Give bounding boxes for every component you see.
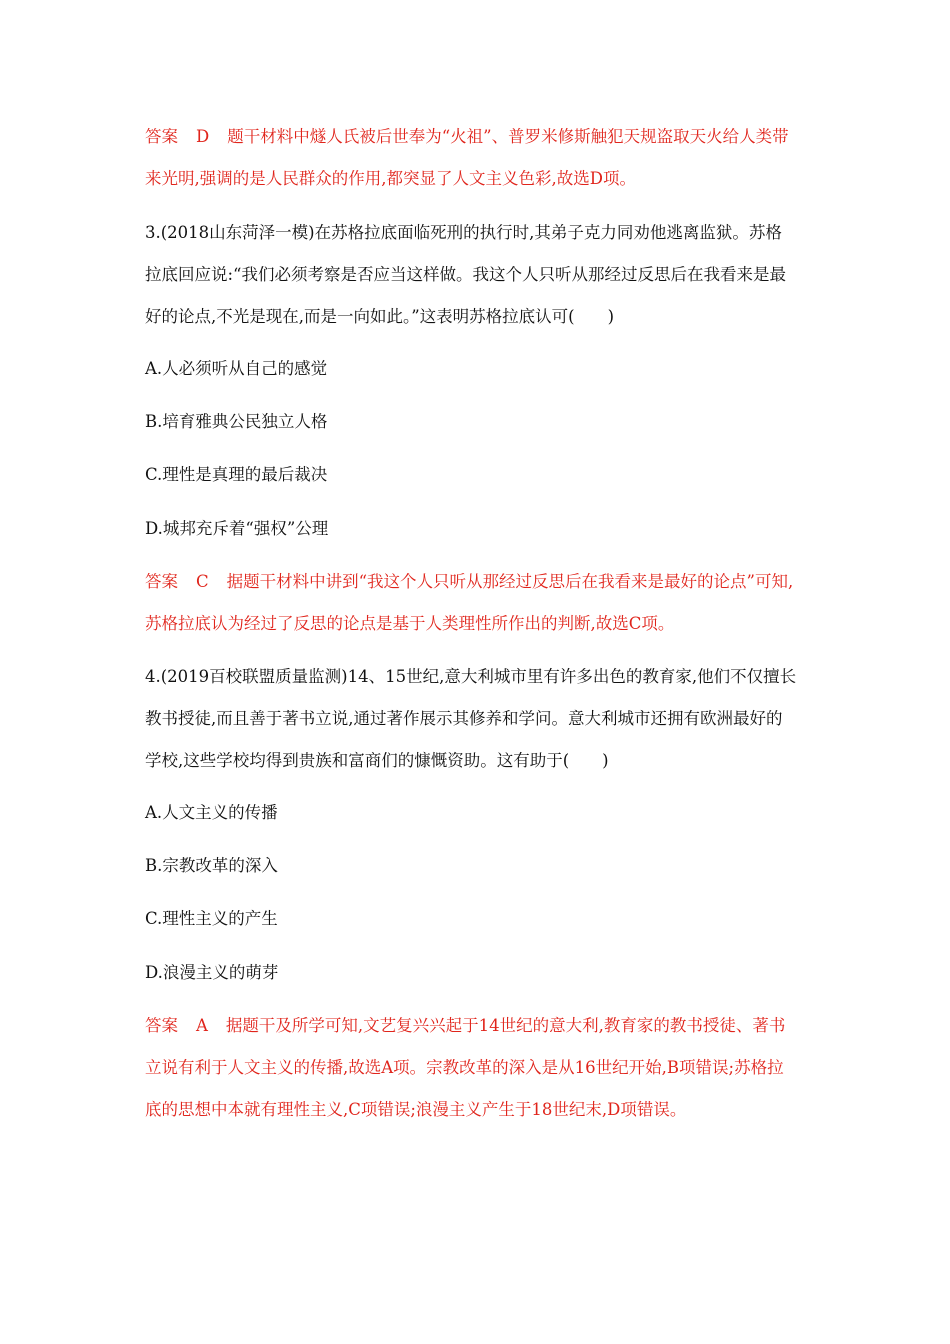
answer-line: 立说有利于人文主义的传播,故选A项。宗教改革的深入是从16世纪开始,B项错误;苏格拉 xyxy=(145,1058,784,1077)
question-4-stem xyxy=(145,656,810,782)
answer-letter: D xyxy=(196,127,210,146)
q3-option-d: D.城邦充斥着“强权”公理 xyxy=(145,519,329,538)
q4-option-a: A.人文主义的传播 xyxy=(145,803,278,822)
answer-q4 xyxy=(145,1005,810,1131)
stem-line: 4.(2019百校联盟质量监测)14、15世纪,意大利城市里有许多出色的教育家,他们不仅擅长 xyxy=(145,667,797,686)
stem-line: 教书授徒,而且善于著书立说,通过著作展示其修养和学问。意大利城市还拥有欧洲最好的 xyxy=(145,709,783,728)
answer-line: 苏格拉底认为经过了反思的论点是基于人类理性所作出的判断,故选C项。 xyxy=(145,614,675,633)
answer-q3 xyxy=(145,561,810,645)
answer-text: 据题干及所学可知,文艺复兴兴起于14世纪的意大利,教育家的教书授徒、著书 xyxy=(225,1016,786,1035)
answer-line: 来光明,强调的是人民群众的作用,都突显了人文主义色彩,故选D项。 xyxy=(145,169,636,188)
answer-text: 据题干材料中讲到“我这个人只听从那经过反思后在我看来是最好的论点”可知, xyxy=(226,572,794,591)
answer-letter: C xyxy=(196,572,209,591)
answer-label: 答案 xyxy=(145,1016,178,1035)
stem-line: 好的论点,不光是现在,而是一向如此。”这表明苏格拉底认可( ) xyxy=(145,307,615,326)
answer-letter: A xyxy=(196,1016,208,1035)
q4-option-b: B.宗教改革的深入 xyxy=(145,856,278,875)
answer-label: 答案 xyxy=(145,572,178,591)
q3-option-b: B.培育雅典公民独立人格 xyxy=(145,412,328,431)
answer-prev xyxy=(145,116,810,200)
stem-line: 3.(2018山东菏泽一模)在苏格拉底面临死刑的执行时,其弟子克力同劝他逃离监狱。苏格 xyxy=(145,223,782,242)
q3-option-a: A.人必须听从自己的感觉 xyxy=(145,359,328,378)
stem-line: 拉底回应说:“我们必须考察是否应当这样做。我这个人只听从那经过反思后在我看来是最 xyxy=(145,265,786,284)
answer-text: 题干材料中燧人氏被后世奉为“火祖”、普罗米修斯触犯天规盗取天火给人类带 xyxy=(227,127,789,146)
answer-label: 答案 xyxy=(145,127,178,146)
answer-line xyxy=(145,561,810,603)
q4-option-c: C.理性主义的产生 xyxy=(145,909,278,928)
question-3-stem xyxy=(145,212,810,338)
answer-line xyxy=(145,116,810,158)
answer-line: 底的思想中本就有理性主义,C项错误;浪漫主义产生于18世纪末,D项错误。 xyxy=(145,1100,687,1119)
q3-option-c: C.理性是真理的最后裁决 xyxy=(145,465,328,484)
q4-option-d: D.浪漫主义的萌芽 xyxy=(145,963,279,982)
stem-line: 学校,这些学校均得到贵族和富商们的慷慨资助。这有助于( ) xyxy=(145,751,609,770)
answer-line xyxy=(145,1005,810,1047)
